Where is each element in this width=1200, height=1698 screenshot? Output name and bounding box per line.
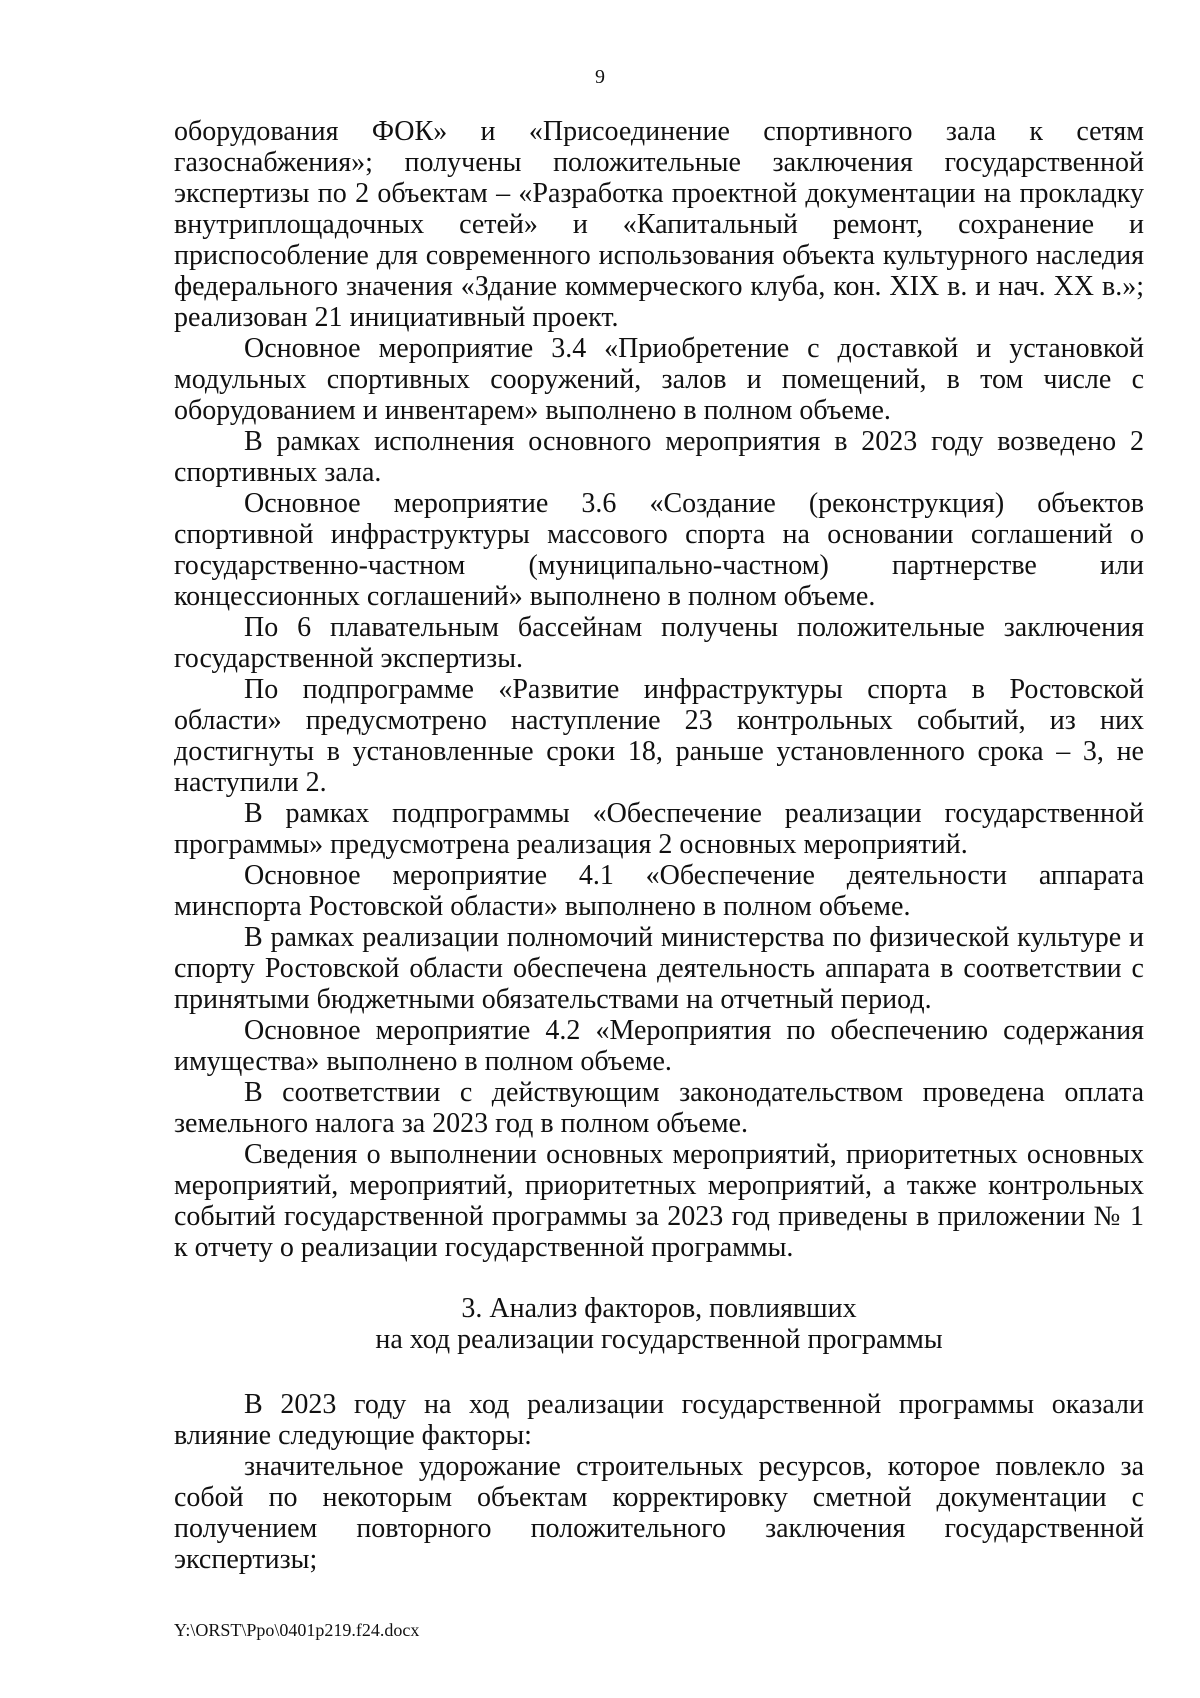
paragraph: значительное удорожание строительных ресурсов, которое повлекло за собой по некоторым объектам корректировку сметной документации с получением повторного положительного заключения государственной экспертизы; [174, 1451, 1144, 1575]
paragraph: Основное мероприятие 3.4 «Приобретение с доставкой и установкой модульных спортивных сооружений, залов и помещений, в том числе с оборудованием и инвентарем» выполнено в полном объеме. [174, 333, 1144, 426]
section-heading-line: на ход реализации государственной программы [375, 1324, 943, 1355]
paragraph: В рамках подпрограммы «Обеспечение реализации государственной программы» предусмотрена реализация 2 основных мероприятий. [174, 798, 1144, 860]
paragraph: В рамках реализации полномочий министерства по физической культуре и спорту Ростовской области обеспечена деятельность аппарата в соответствии с принятыми бюджетными обязательствами на отчетный период. [174, 922, 1144, 1015]
footer-file-path: Y:\ORST\Ppo\0401p219.f24.docx [174, 1620, 420, 1640]
page-number: 9 [595, 66, 605, 88]
paragraph: Основное мероприятие 4.2 «Мероприятия по обеспечению содержания имущества» выполнено в полном объеме. [174, 1015, 1144, 1077]
paragraph: В соответствии с действующим законодательством проведена оплата земельного налога за 2023 год в полном объеме. [174, 1077, 1144, 1139]
document-body [174, 116, 1144, 1575]
paragraph: Основное мероприятие 4.1 «Обеспечение деятельности аппарата минспорта Ростовской области» выполнено в полном объеме. [174, 860, 1144, 922]
paragraph: В рамках исполнения основного мероприятия в 2023 году возведено 2 спортивных зала. [174, 426, 1144, 488]
section-heading [174, 1293, 1144, 1355]
paragraph: Основное мероприятие 3.6 «Создание (реконструкция) объектов спортивной инфраструктуры массового спорта на основании соглашений о государственно-частном (муниципально-частном) партнерстве или концессионных соглашений» выполнено в полном объеме. [174, 488, 1144, 612]
paragraph: По подпрограмме «Развитие инфраструктуры спорта в Ростовской области» предусмотрено наступление 23 контрольных событий, из них достигнуты в установленные сроки 18, раньше установленного срока – 3, не наступили 2. [174, 674, 1144, 798]
paragraph: оборудования ФОК» и «Присоединение спортивного зала к сетям газоснабжения»; получены положительные заключения государственной экспертизы по 2 объектам – «Разработка проектной документации на прокладку внутриплощадочных сетей» и «Капитальный ремонт, сохранение и приспособление для современного использования объекта культурного наследия федерального значения «Здание коммерческого клуба, кон. XIX в. и нач. XX в.»; реализован 21 инициативный проект. [174, 116, 1144, 333]
paragraph: Сведения о выполнении основных мероприятий, приоритетных основных мероприятий, мероприятий, приоритетных мероприятий, а также контрольных событий государственной программы за 2023 год приведены в приложении № 1 к отчету о реализации государственной программы. [174, 1139, 1144, 1263]
paragraph: В 2023 году на ход реализации государственной программы оказали влияние следующие факторы: [174, 1389, 1144, 1451]
section-heading-line: 3. Анализ факторов, повлиявших [461, 1293, 857, 1324]
paragraph: По 6 плавательным бассейнам получены положительные заключения государственной экспертизы. [174, 612, 1144, 674]
